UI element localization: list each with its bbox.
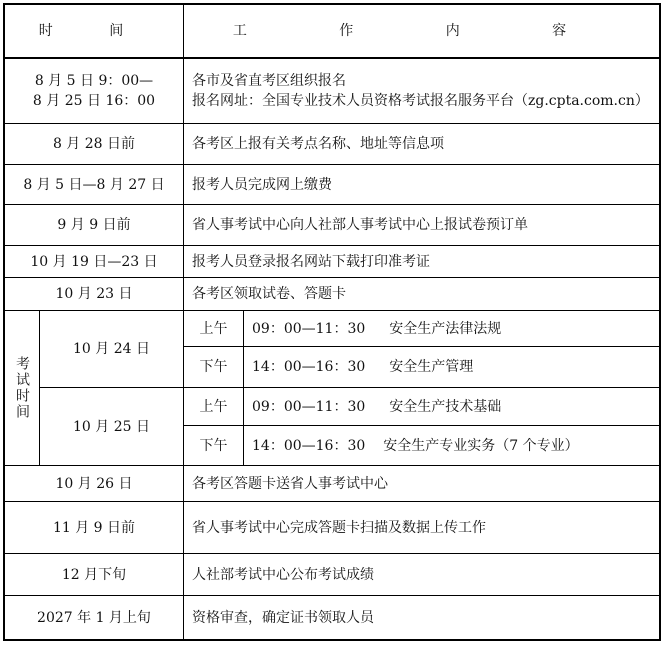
content-cell: 省人事考试中心向人社部人事考试中心上报试卷预订单 <box>192 217 528 233</box>
header-time: 时 间 <box>38 23 150 39</box>
content-cell: 各考区上报有关考点名称、地址等信息项 <box>192 136 444 152</box>
time-cell: 8 月 5 日 9：00— 8 月 25 日 16：00 <box>32 72 156 109</box>
content-cell: 资格审查，确定证书领取人员 <box>192 609 374 626</box>
time-cell: 9 月 9 日前 <box>57 217 131 233</box>
header-content: 工 作 内 容 <box>232 23 611 39</box>
time-cell: 12 月下旬 <box>61 566 127 583</box>
exam-date: 10 月 25 日 <box>73 418 150 435</box>
time-cell: 8 月 5 日—8 月 27 日 <box>23 176 165 193</box>
session-detail: 09：00—11：30 安全生产技术基础 <box>252 398 502 415</box>
session-detail: 14：00—16：30 安全生产管理 <box>252 359 474 375</box>
content-cell: 人社部考试中心公布考试成绩 <box>192 566 374 583</box>
content-cell: 各市及省直考区组织报名 报名网址：全国专业技术人员资格考试报名服务平台（zg.cpta.com.cn） <box>192 72 649 109</box>
time-cell: 10 月 19 日—23 日 <box>30 253 158 270</box>
session-period: 下午 <box>199 359 228 375</box>
session-detail: 09：00—11：30 安全生产法律法规 <box>252 320 502 337</box>
session-period: 上午 <box>199 320 228 337</box>
time-cell: 10 月 26 日 <box>55 475 133 492</box>
schedule-table <box>3 3 661 641</box>
exam-time-label: 考试时间 <box>14 356 30 420</box>
content-cell: 省人事考试中心完成答题卡扫描及数据上传工作 <box>192 519 486 536</box>
content-cell: 报考人员完成网上缴费 <box>192 176 332 193</box>
content-cell: 各考区答题卡送省人事考试中心 <box>192 475 388 492</box>
exam-date: 10 月 24 日 <box>73 341 150 357</box>
content-cell: 各考区领取试卷、答题卡 <box>192 286 346 302</box>
time-cell: 10 月 23 日 <box>55 286 133 302</box>
session-period: 上午 <box>199 398 228 415</box>
time-cell: 11 月 9 日前 <box>52 519 136 536</box>
content-cell: 报考人员登录报名网站下载打印准考证 <box>192 253 430 270</box>
session-period: 下午 <box>199 437 228 454</box>
time-cell: 8 月 28 日前 <box>52 136 136 152</box>
time-cell: 2027 年 1 月上旬 <box>37 609 151 626</box>
session-detail: 14：00—16：30 安全生产专业实务（7 个专业） <box>252 437 579 454</box>
